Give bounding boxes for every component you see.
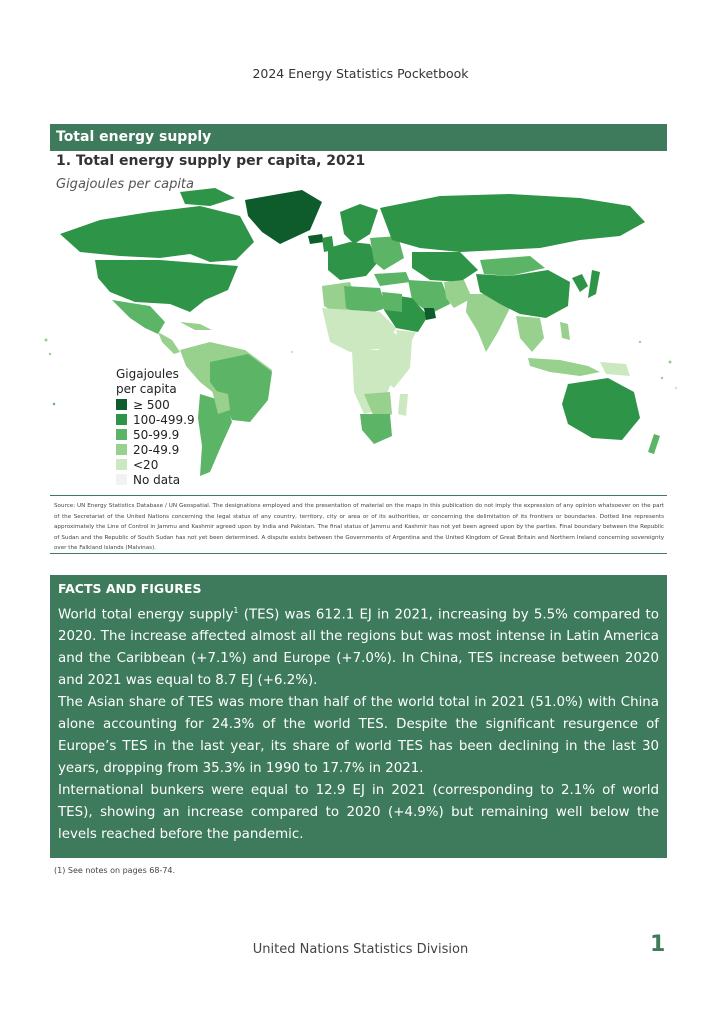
legend-label: ≥ 500 <box>133 397 170 412</box>
legend-item <box>116 457 195 472</box>
north-america-north <box>60 206 254 262</box>
page-number: 1 <box>650 932 666 957</box>
facts-box <box>50 575 667 858</box>
russia <box>380 194 645 252</box>
new-zealand <box>648 434 660 454</box>
legend-title-line1: Gigajoules <box>116 367 179 381</box>
source-note: Source: UN Energy Statistics Database / UN Geospatial. The designations employed and the presentation of material on the maps in this publication do not imply the expression of any opinion whatsoever on the part of the Secretariat of the United Nations concerning the legal status of any country, territory, city or area or of its authorities, or concerning the delimitation of its frontiers or boundaries. Dotted line represents approximately the Line of Control in Jammu and Kashmir agreed upon by India and Pakistan. The final status of Jammu and Kashmir has not yet been agreed upon by the parties. Final boundary between the Republic of Sudan and the Republic of South Sudan has not yet been determined. A dispute exists between the Governments of Argentina and the United Kingdom of Great Britain and Northern Ireland concerning sovereignty over the Falkland Islands (Malvinas). <box>54 503 664 551</box>
footnote: (1) See notes on pages 68-74. <box>54 866 176 875</box>
map-legend <box>116 367 195 487</box>
iceland <box>308 234 324 244</box>
legend-item <box>116 442 195 457</box>
japan <box>588 270 600 298</box>
indonesia <box>528 358 600 376</box>
western-europe <box>328 242 378 280</box>
divider-top <box>50 495 667 496</box>
facts-paragraph-1 <box>58 600 659 692</box>
legend-swatch <box>116 429 127 440</box>
legend-item <box>116 427 195 442</box>
legend-title-line2: per capita <box>116 382 177 396</box>
legend-label: 100-499.9 <box>133 412 195 427</box>
legend-swatch <box>116 474 127 485</box>
p1-start: World total energy supply <box>58 607 234 623</box>
legend-item <box>116 397 195 412</box>
legend-swatch <box>116 399 127 410</box>
facts-title: FACTS AND FIGURES <box>58 581 202 596</box>
legend-label: No data <box>133 472 181 487</box>
divider-bottom <box>50 553 667 554</box>
caribbean <box>180 322 212 330</box>
p1-rest: (TES) was 612.1 EJ in 2021, increasing by 5.5% compared to 2020. The increase affected almost all the regions but was most intense in Latin America and the Caribbean (+7.1%) and Europe (+7.0%). In China, TES increase between 2020 and 2021 was equal to 8.7 EJ (+6.2%). <box>58 607 659 689</box>
korea-japan <box>572 274 588 292</box>
kazakhstan <box>412 252 478 282</box>
facts-paragraph-3: International bunkers were equal to 12.9 EJ in 2021 (corresponding to 2.1% of world TES), showing an increase compared to 2020 (+4.9%) but remaining well below the levels reached before the pandemic. <box>58 783 659 843</box>
footnote-ref: 1 <box>233 606 239 615</box>
legend-label: 50-99.9 <box>133 427 180 442</box>
philippines <box>560 322 570 340</box>
arctic-islands <box>180 188 235 206</box>
figure-title: 1. Total energy supply per capita, 2021 <box>56 153 366 169</box>
south-africa <box>360 414 392 444</box>
legend-swatch <box>116 414 127 425</box>
legend-item <box>116 412 195 427</box>
madagascar <box>398 394 408 416</box>
legend-swatch <box>116 459 127 470</box>
facts-paragraph-2: The Asian share of TES was more than half of the world total in 2021 (51.0%) with China alone accounting for 24.3% of the world TES. Despite the significant resurgence of Europe’s TES in the last year, its share of world TES has been declining in the last 30 years, dropping from 35.3% in 1990 to 17.7% in 2021. <box>58 695 659 777</box>
southeast-asia <box>516 316 544 352</box>
unit-label: Gigajoules per capita <box>56 177 194 192</box>
legend-label: 20-49.9 <box>133 442 180 457</box>
mexico <box>112 300 165 334</box>
gulf-states <box>424 308 436 320</box>
legend-swatch <box>116 444 127 455</box>
legend-item <box>116 472 195 487</box>
footer: United Nations Statistics Division <box>252 942 469 957</box>
central-america <box>158 332 180 354</box>
legend-label: <20 <box>133 457 159 472</box>
uk-ireland <box>322 236 334 252</box>
egypt <box>382 292 402 312</box>
new-guinea <box>600 362 630 376</box>
turkey <box>374 272 410 286</box>
section-title: Total energy supply <box>50 124 667 151</box>
page-header: 2024 Energy Statistics Pocketbook <box>252 66 469 81</box>
australia <box>562 378 640 440</box>
